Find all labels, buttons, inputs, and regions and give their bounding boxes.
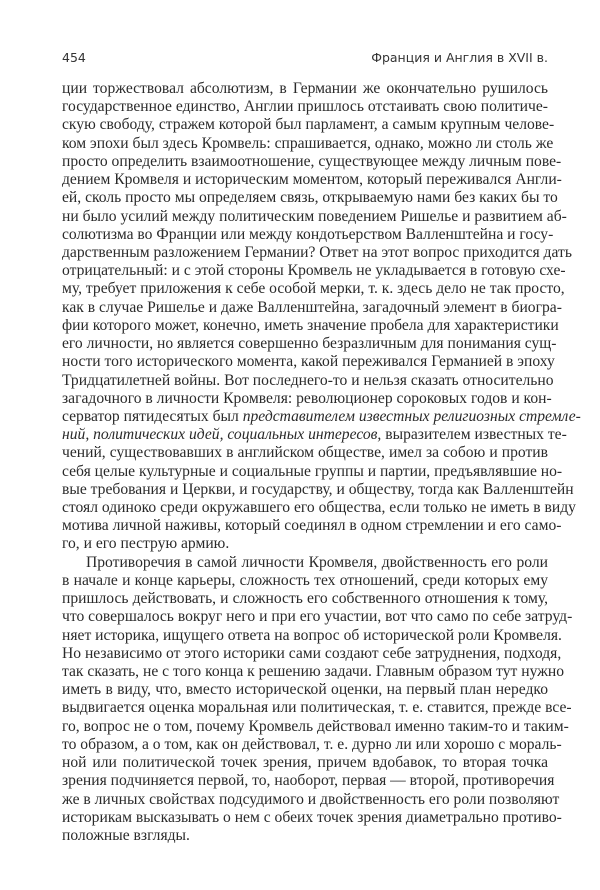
text-segment: няет историка, ищущего ответа на вопрос об исторической роли Кромвеля. — [62, 626, 562, 644]
text-line — [62, 243, 572, 262]
text-segment: иметь в виду, что, вместо исторической оценки, на первый план нередко — [62, 681, 548, 699]
text-line — [62, 407, 581, 426]
text-segment: просто определить взаимоотношение, существующее между личным пове- — [62, 152, 562, 170]
text-line — [62, 152, 562, 171]
text-line — [62, 262, 566, 280]
page-body — [62, 80, 581, 845]
text-line — [62, 590, 548, 608]
text-line — [62, 517, 562, 535]
text-segment: скую свободу, стражем которой был парламент, а самым крупным челове- — [62, 116, 555, 134]
text-segment: ной или политической точек зрения, причем вдобавок, то вторая точка — [62, 754, 548, 772]
text-line — [62, 754, 548, 772]
text-line — [62, 189, 558, 207]
text-line — [62, 280, 565, 298]
text-segment: то образом, а о том, как он действовал, т. е. дурно ли или хорошо с мораль- — [62, 735, 562, 753]
text-segment: как в случае Ришелье и даже Валленштейна, загадочный элемент в биогра- — [62, 298, 562, 316]
text-line — [62, 717, 569, 736]
text-line — [62, 681, 548, 699]
page-number: 454 — [62, 50, 86, 65]
text-line — [62, 644, 562, 663]
text-line — [62, 316, 559, 335]
text-line — [62, 353, 555, 371]
text-line — [62, 699, 572, 717]
text-segment: ции торжествовал абсолютизм, в Германии же окончательно рушилось — [62, 80, 548, 97]
text-line — [62, 335, 557, 353]
text-line — [62, 535, 548, 553]
page-header — [62, 50, 548, 70]
italic-text: представителем известных религиозных стремле- — [242, 407, 581, 425]
text-line — [62, 134, 554, 153]
text-line — [62, 827, 548, 845]
text-line — [62, 207, 567, 226]
text-segment: себя целые культурные и социальные группы и партии, предъявлявшие но- — [62, 462, 563, 480]
text-line — [62, 608, 573, 626]
text-segment: же в личных свойствах подсудимого и двойственность его роли позволяют — [62, 790, 560, 808]
text-line — [62, 499, 576, 517]
text-line — [62, 772, 555, 790]
text-line — [62, 98, 548, 116]
text-segment: историкам высказывать о нем с обеих точек зрения диаметрально противо- — [62, 808, 562, 826]
text-segment: загадочного в личности Кромвеля: революционер сороковых годов и кон- — [62, 389, 552, 407]
text-segment: мотива личной наживы, который соединял в одном стремлении и его само- — [62, 517, 562, 535]
text-line — [62, 225, 554, 244]
text-line — [62, 790, 560, 809]
running-title: Франция и Англия в XVII в. — [371, 50, 548, 65]
text-line — [62, 389, 552, 408]
text-line — [62, 572, 548, 590]
text-line — [62, 663, 565, 681]
text-segment: стоял одиноко среди окружавшего его общества, если только не иметь в виду — [62, 499, 576, 517]
text-segment: так сказать, не с того конца к решению задачи. Главным образом тут нужно — [62, 663, 565, 680]
text-segment: отрицательный: и с этой стороны Кромвель не укладывается в готовую схе- — [62, 262, 566, 280]
text-segment: дением Кромвеля и историческим моментом, который переживался Англи- — [62, 171, 562, 189]
text-line — [62, 808, 562, 827]
text-segment: го, вопрос не о том, почему Кромвель действовал именно таким-то и таким- — [62, 717, 569, 735]
text-segment: му, требует приложения к себе особой мерки, т. к. здесь дело не так просто, — [62, 280, 565, 298]
text-segment: чений, существовавших в английском обществе, имел за собою и против — [62, 444, 548, 462]
text-segment: солютизма во Франции или между кондотьерством Валленштейна и госу- — [62, 225, 554, 243]
text-segment: Но независимо от этого историки сами создают себе затруднения, подходя, — [62, 644, 562, 662]
text-line — [62, 735, 562, 754]
text-segment: пришлось действовать, и сложность его собственного отношения к тому, — [62, 590, 548, 608]
text-line — [62, 426, 567, 444]
text-line — [62, 480, 574, 499]
text-segment: зрения подчиняется первой, то, наоборот, первая — второй, противоречия — [62, 772, 555, 790]
text-line — [62, 116, 555, 134]
text-segment: ком эпохи был здесь Кромвель: спрашивается, однако, можно ли столь же — [62, 134, 554, 152]
text-line — [62, 626, 562, 645]
text-segment: фии которого может, конечно, иметь значение пробела для характеристики — [62, 316, 559, 334]
text-segment: его личности, но является совершенно безразличным для понимания сущ- — [62, 335, 557, 353]
text-line — [62, 298, 562, 317]
text-segment: ей, сколь просто мы определяем связь, открываемую нами без каких бы то — [62, 189, 558, 207]
text-segment: вые требования и Церкви, и государству, и обществу, тогда как Валленштейн — [62, 480, 574, 498]
text-segment: ности того исторического момента, какой переживался Германией в эпоху — [62, 353, 555, 371]
text-segment: выдвигается оценка моральная или политическая, т. е. ставится, прежде все- — [62, 699, 572, 717]
text-segment: ни было усилий между политическим поведением Ришелье и развитием аб- — [62, 207, 567, 225]
italic-text: ний, политических идей, социальных интересов, — [62, 426, 382, 444]
text-line — [62, 462, 563, 481]
text-segment: го, и его пеструю армию. — [62, 535, 230, 553]
text-line — [62, 554, 548, 572]
text-segment: Противоречия в самой личности Кромвеля, двойственность его роли — [86, 553, 548, 571]
text-segment: Тридцатилетней войны. Вот последнего-то и нельзя сказать относительно — [62, 371, 554, 389]
text-segment: дарственным разложением Германии? Ответ на этот вопрос приходится дать — [62, 243, 572, 261]
text-segment: государственное единство, Англии пришлось отстаивать свою политиче- — [62, 98, 548, 116]
text-line — [62, 444, 548, 462]
text-segment: в начале и конце карьеры, сложность тех отношений, среди которых ему — [62, 571, 548, 589]
text-line — [62, 171, 562, 189]
text-segment: положные взгляды. — [62, 826, 190, 844]
text-segment: выразителем известных те- — [381, 426, 567, 444]
text-line — [62, 80, 548, 98]
text-line — [62, 371, 554, 390]
text-segment: что совершалось вокруг него и при его участии, вот что само по себе затруд- — [62, 608, 573, 626]
text-segment: серватор пятидесятых был — [62, 407, 243, 425]
